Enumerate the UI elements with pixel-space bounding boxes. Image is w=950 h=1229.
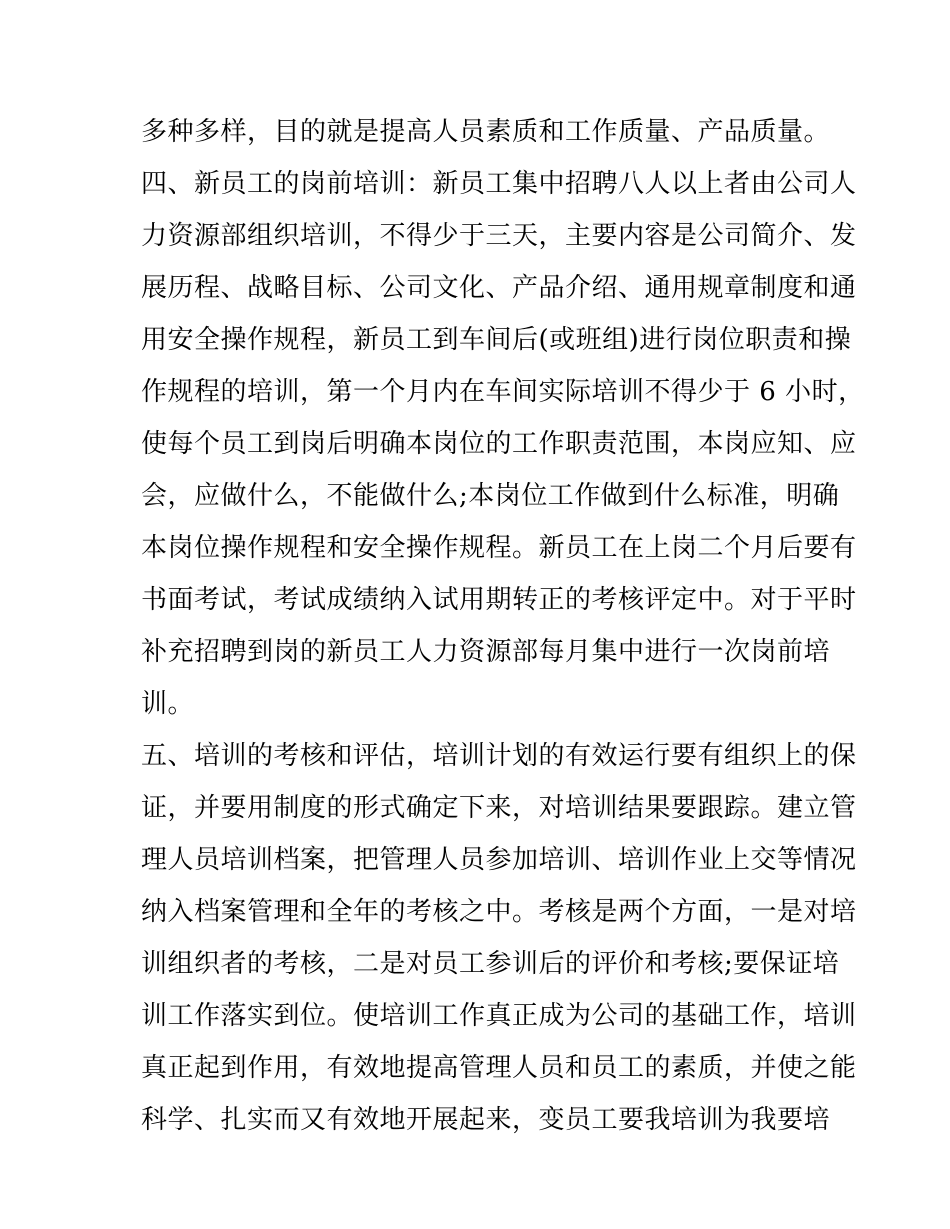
text-line: 力资源部组织培训，不得少于三天，主要内容是公司简介、发 bbox=[141, 221, 857, 251]
text-line: 使每个员工到岗后明确本岗位的工作职责范围，本岗应知、应 bbox=[141, 429, 857, 459]
text-line: 训。 bbox=[141, 689, 195, 719]
text-line: 用安全操作规程，新员工到车间后(或班组)进行岗位职责和操 bbox=[141, 325, 852, 355]
text-line: 理人员培训档案，把管理人员参加培训、培训作业上交等情况 bbox=[141, 845, 857, 875]
text-line: 多种多样，目的就是提高人员素质和工作质量、产品质量。 bbox=[141, 117, 831, 147]
text-line: 会，应做什么，不能做什么;本岗位工作做到什么标准，明确 bbox=[141, 481, 840, 511]
text-line: 训工作落实到位。使培训工作真正成为公司的基础工作，培训 bbox=[141, 1001, 857, 1031]
text-line: 本岗位操作规程和安全操作规程。新员工在上岗二个月后要有 bbox=[141, 533, 857, 563]
text-line: 纳入档案管理和全年的考核之中。考核是两个方面，一是对培 bbox=[141, 897, 857, 927]
document-body bbox=[141, 106, 865, 1146]
text-line: 作规程的培训，第一个月内在车间实际培训不得少于 6 小时， bbox=[141, 377, 865, 407]
text-line: 五、培训的考核和评估，培训计划的有效运行要有组织上的保 bbox=[141, 741, 857, 771]
text-line: 科学、扎实而又有效地开展起来，变员工要我培训为我要培 bbox=[141, 1105, 831, 1135]
text-line: 真正起到作用，有效地提高管理人员和员工的素质，并使之能 bbox=[141, 1053, 857, 1083]
text-line: 训组织者的考核，二是对员工参训后的评价和考核;要保证培 bbox=[141, 949, 840, 979]
text-line: 补充招聘到岗的新员工人力资源部每月集中进行一次岗前培 bbox=[141, 637, 831, 667]
text-line: 证，并要用制度的形式确定下来，对培训结果要跟踪。建立管 bbox=[141, 793, 857, 823]
text-line: 四、新员工的岗前培训：新员工集中招聘八人以上者由公司人 bbox=[141, 169, 857, 199]
text-line: 展历程、战略目标、公司文化、产品介绍、通用规章制度和通 bbox=[141, 273, 857, 303]
text-line: 书面考试，考试成绩纳入试用期转正的考核评定中。对于平时 bbox=[141, 585, 857, 615]
